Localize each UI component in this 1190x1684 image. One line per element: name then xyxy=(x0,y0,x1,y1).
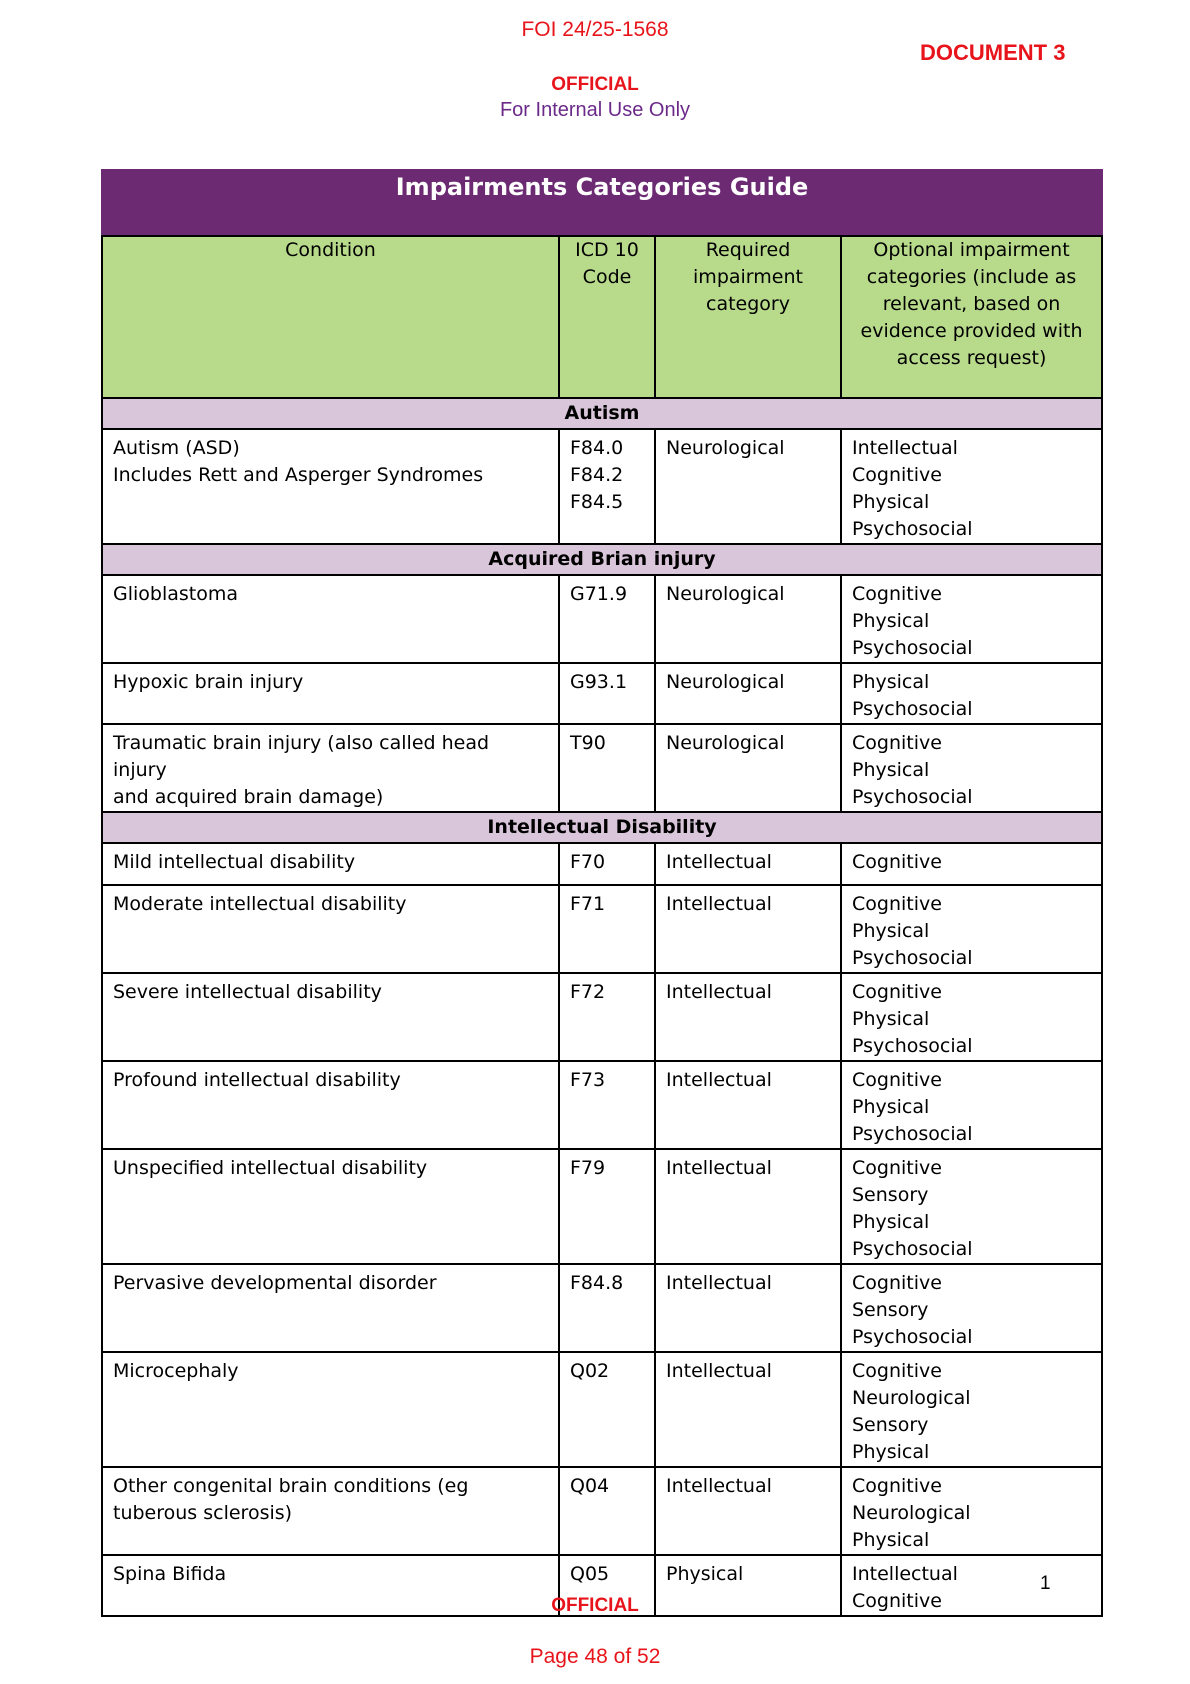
required-category-cell: Intellectual xyxy=(655,1467,841,1555)
icd-code-cell-line: T90 xyxy=(570,732,606,754)
required-category-cell: Physical xyxy=(655,1555,841,1616)
optional-categories-cell-line: Sensory xyxy=(852,1414,929,1436)
icd-code-cell-line: F70 xyxy=(570,851,606,873)
column-header-optional-categories: Optional impairment categories (include as relevant, based on evidence provided with access request) xyxy=(841,236,1102,398)
optional-categories-cell-line: Intellectual xyxy=(852,1563,958,1585)
icd-code-cell-line: F84.0 xyxy=(570,437,624,459)
icd-code-cell xyxy=(559,429,655,544)
table-row xyxy=(102,885,1102,973)
column-header-required-category: Required impairment category xyxy=(655,236,841,398)
required-category-cell: Neurological xyxy=(655,663,841,724)
condition-cell-line: Other congenital brain conditions (eg xyxy=(113,1475,469,1497)
section-heading: Intellectual Disability xyxy=(102,812,1102,843)
condition-cell-line: Mild intellectual disability xyxy=(113,851,356,873)
icd-code-cell xyxy=(559,1264,655,1352)
table-row xyxy=(102,575,1102,663)
condition-cell xyxy=(102,973,559,1061)
condition-cell-line: Hypoxic brain injury xyxy=(113,671,304,693)
table-title: Impairments Categories Guide xyxy=(102,170,1102,236)
optional-categories-cell-line: Cognitive xyxy=(852,851,942,873)
section-heading: Acquired Brian injury xyxy=(102,544,1102,575)
optional-categories-cell-line: Physical xyxy=(852,1441,930,1463)
icd-code-cell-line: Q04 xyxy=(570,1475,610,1497)
optional-categories-cell xyxy=(841,843,1102,885)
page-number: 1 xyxy=(1040,1573,1051,1594)
table-row xyxy=(102,1352,1102,1467)
optional-categories-cell-line: Cognitive xyxy=(852,464,942,486)
optional-categories-cell-line: Psychosocial xyxy=(852,786,973,808)
required-category-cell: Intellectual xyxy=(655,843,841,885)
condition-cell xyxy=(102,724,559,812)
condition-cell-line: Autism (ASD) xyxy=(113,437,240,459)
table-row xyxy=(102,843,1102,885)
icd-code-cell xyxy=(559,663,655,724)
icd-code-cell xyxy=(559,885,655,973)
column-header-icd-code: ICD 10 Code xyxy=(559,236,655,398)
table-row xyxy=(102,1061,1102,1149)
table-row xyxy=(102,1467,1102,1555)
document-label: DOCUMENT 3 xyxy=(920,40,1066,65)
condition-cell xyxy=(102,885,559,973)
condition-cell xyxy=(102,843,559,885)
required-category-cell: Neurological xyxy=(655,575,841,663)
condition-cell-line: Glioblastoma xyxy=(113,583,239,605)
required-category-cell: Intellectual xyxy=(655,973,841,1061)
optional-categories-cell-line: Physical xyxy=(852,1096,930,1118)
condition-cell-line: and acquired brain damage) xyxy=(113,786,384,808)
optional-categories-cell-line: Physical xyxy=(852,759,930,781)
optional-categories-cell-line: Cognitive xyxy=(852,1069,942,1091)
optional-categories-cell-line: Physical xyxy=(852,920,930,942)
icd-code-cell-line: F84.2 xyxy=(570,464,624,486)
optional-categories-cell-line: Cognitive xyxy=(852,1475,942,1497)
icd-code-cell-line: F79 xyxy=(570,1157,606,1179)
required-category-cell: Neurological xyxy=(655,429,841,544)
table-row xyxy=(102,1264,1102,1352)
section-row xyxy=(102,398,1102,429)
optional-categories-cell xyxy=(841,663,1102,724)
condition-cell xyxy=(102,1467,559,1555)
condition-cell-line: Profound intellectual disability xyxy=(113,1069,401,1091)
condition-cell-line: Unspecified intellectual disability xyxy=(113,1157,428,1179)
condition-cell-line: Severe intellectual disability xyxy=(113,981,382,1003)
condition-cell xyxy=(102,1352,559,1467)
condition-cell-line: Microcephaly xyxy=(113,1360,239,1382)
optional-categories-cell-line: Physical xyxy=(852,610,930,632)
required-category-cell: Intellectual xyxy=(655,1149,841,1264)
optional-categories-cell-line: Psychosocial xyxy=(852,518,973,540)
icd-code-cell-line: Q02 xyxy=(570,1360,610,1382)
optional-categories-cell-line: Cognitive xyxy=(852,981,942,1003)
table-body xyxy=(102,398,1102,1616)
optional-categories-cell xyxy=(841,1264,1102,1352)
icd-code-cell xyxy=(559,843,655,885)
optional-categories-cell-line: Psychosocial xyxy=(852,1238,973,1260)
optional-categories-cell-line: Neurological xyxy=(852,1387,971,1409)
optional-categories-cell xyxy=(841,429,1102,544)
condition-cell-line: Spina Bifida xyxy=(113,1563,227,1585)
impairments-table xyxy=(101,169,1103,1617)
optional-categories-cell-line: Cognitive xyxy=(852,1272,942,1294)
icd-code-cell xyxy=(559,724,655,812)
condition-cell-line: Moderate intellectual disability xyxy=(113,893,407,915)
condition-cell xyxy=(102,663,559,724)
classification-top: OFFICIAL xyxy=(551,74,639,95)
classification-bottom: OFFICIAL xyxy=(551,1595,639,1616)
table-row xyxy=(102,973,1102,1061)
optional-categories-cell xyxy=(841,1352,1102,1467)
optional-categories-cell xyxy=(841,885,1102,973)
icd-code-cell xyxy=(559,1061,655,1149)
icd-code-cell xyxy=(559,1352,655,1467)
icd-code-cell-line: G71.9 xyxy=(570,583,628,605)
icd-code-cell xyxy=(559,1149,655,1264)
optional-categories-cell-line: Cognitive xyxy=(852,732,942,754)
required-category-cell: Neurological xyxy=(655,724,841,812)
condition-cell xyxy=(102,575,559,663)
optional-categories-cell-line: Physical xyxy=(852,1211,930,1233)
icd-code-cell xyxy=(559,1467,655,1555)
icd-code-cell xyxy=(559,575,655,663)
icd-code-cell-line: F84.5 xyxy=(570,491,624,513)
condition-cell xyxy=(102,1149,559,1264)
required-category-cell: Intellectual xyxy=(655,1264,841,1352)
required-category-cell: Intellectual xyxy=(655,1352,841,1467)
condition-cell-line: Pervasive developmental disorder xyxy=(113,1272,437,1294)
condition-cell-line: Traumatic brain injury (also called head injury xyxy=(113,732,490,781)
optional-categories-cell-line: Intellectual xyxy=(852,437,958,459)
icd-code-cell-line: G93.1 xyxy=(570,671,628,693)
condition-cell xyxy=(102,429,559,544)
page-of-total: Page 48 of 52 xyxy=(529,1645,661,1668)
optional-categories-cell xyxy=(841,1149,1102,1264)
required-category-cell: Intellectual xyxy=(655,1061,841,1149)
optional-categories-cell-line: Psychosocial xyxy=(852,698,973,720)
condition-cell xyxy=(102,1061,559,1149)
optional-categories-cell xyxy=(841,724,1102,812)
optional-categories-cell-line: Cognitive xyxy=(852,1157,942,1179)
column-header-condition: Condition xyxy=(102,236,559,398)
optional-categories-cell-line: Cognitive xyxy=(852,1360,942,1382)
foi-reference: FOI 24/25-1568 xyxy=(521,18,669,41)
optional-categories-cell-line: Cognitive xyxy=(852,1590,942,1612)
icd-code-cell-line: F71 xyxy=(570,893,606,915)
condition-cell-line: tuberous sclerosis) xyxy=(113,1502,293,1524)
handling-caveat: For Internal Use Only xyxy=(499,99,691,121)
optional-categories-cell xyxy=(841,1467,1102,1555)
required-category-cell: Intellectual xyxy=(655,885,841,973)
optional-categories-cell-line: Psychosocial xyxy=(852,947,973,969)
optional-categories-cell-line: Physical xyxy=(852,671,930,693)
icd-code-cell-line: F73 xyxy=(570,1069,606,1091)
optional-categories-cell xyxy=(841,575,1102,663)
condition-cell xyxy=(102,1264,559,1352)
table-title-row xyxy=(102,170,1102,236)
section-row xyxy=(102,544,1102,575)
optional-categories-cell-line: Neurological xyxy=(852,1502,971,1524)
optional-categories-cell-line: Psychosocial xyxy=(852,1035,973,1057)
optional-categories-cell-line: Cognitive xyxy=(852,893,942,915)
optional-categories-cell-line: Sensory xyxy=(852,1299,929,1321)
optional-categories-cell-line: Psychosocial xyxy=(852,1123,973,1145)
table-row xyxy=(102,429,1102,544)
optional-categories-cell xyxy=(841,973,1102,1061)
condition-cell-line: Includes Rett and Asperger Syndromes xyxy=(113,464,484,486)
section-heading: Autism xyxy=(102,398,1102,429)
icd-code-cell-line: Q05 xyxy=(570,1563,610,1585)
table-row xyxy=(102,663,1102,724)
section-row xyxy=(102,812,1102,843)
optional-categories-cell-line: Cognitive xyxy=(852,583,942,605)
table-row xyxy=(102,1149,1102,1264)
table-row xyxy=(102,724,1102,812)
optional-categories-cell xyxy=(841,1061,1102,1149)
icd-code-cell xyxy=(559,973,655,1061)
optional-categories-cell-line: Physical xyxy=(852,491,930,513)
optional-categories-cell-line: Physical xyxy=(852,1008,930,1030)
icd-code-cell-line: F84.8 xyxy=(570,1272,624,1294)
optional-categories-cell-line: Psychosocial xyxy=(852,1326,973,1348)
optional-categories-cell-line: Physical xyxy=(852,1529,930,1551)
optional-categories-cell-line: Psychosocial xyxy=(852,637,973,659)
icd-code-cell-line: F72 xyxy=(570,981,606,1003)
column-header-row xyxy=(102,236,1102,398)
optional-categories-cell-line: Sensory xyxy=(852,1184,929,1206)
